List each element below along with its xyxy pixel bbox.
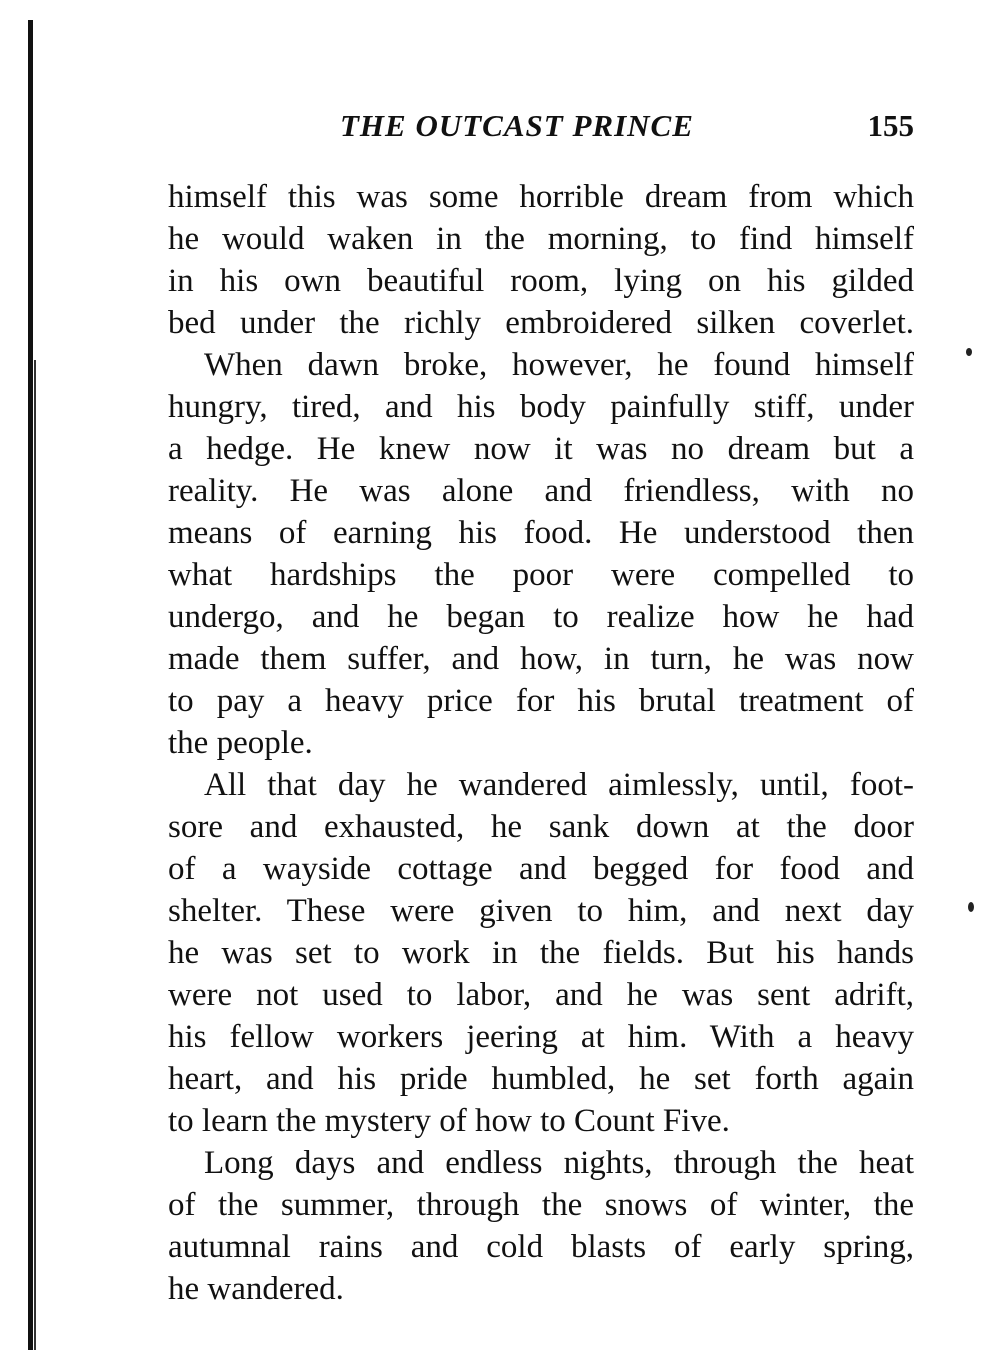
text-line: he was set to work in the fields. But his hands (168, 935, 914, 971)
text-line: autumnal rains and cold blasts of early spring, (168, 1229, 914, 1265)
text-line: to pay a heavy price for his brutal treatment of (168, 683, 914, 719)
ink-speck (966, 348, 972, 356)
paragraph-1 (168, 176, 914, 344)
text-line: to learn the mystery of how to Count Five. (168, 1103, 730, 1139)
text-line: what hardships the poor were compelled to (168, 557, 914, 593)
text-line: the people. (168, 725, 313, 761)
binding-edge (28, 20, 33, 1350)
paragraph-4 (168, 1142, 914, 1310)
text-line: made them suffer, and how, in turn, he was now (168, 641, 914, 677)
text-line: Long days and endless nights, through the heat (204, 1145, 914, 1181)
text-line: shelter. These were given to him, and next day (168, 893, 914, 929)
text-line: a hedge. He knew now it was no dream but a (168, 431, 914, 467)
text-line: of a wayside cottage and begged for food and (168, 851, 914, 887)
text-line: undergo, and he began to realize how he had (168, 599, 914, 635)
text-line: his fellow workers jeering at him. With a heavy (168, 1019, 914, 1055)
text-line: he would waken in the morning, to find himself (168, 221, 914, 257)
text-line: reality. He was alone and friendless, with no (168, 473, 914, 509)
text-line: he wandered. (168, 1271, 344, 1307)
text-line: hungry, tired, and his body painfully stiff, under (168, 389, 914, 425)
text-line: means of earning his food. He understood then (168, 515, 914, 551)
binding-edge-shadow (34, 360, 36, 1350)
text-line: bed under the richly embroidered silken coverlet. (168, 305, 914, 341)
running-head (168, 108, 914, 156)
body-text (168, 176, 914, 1310)
text-line: sore and exhausted, he sank down at the door (168, 809, 914, 845)
text-line: All that day he wandered aimlessly, until, foot- (204, 767, 914, 803)
text-line: of the summer, through the snows of winter, the (168, 1187, 914, 1223)
paragraph-2 (168, 344, 914, 764)
text-line: in his own beautiful room, lying on his gilded (168, 263, 914, 299)
paragraph-3 (168, 764, 914, 1142)
text-line: heart, and his pride humbled, he set forth again (168, 1061, 914, 1097)
text-line: When dawn broke, however, he found himself (204, 347, 914, 383)
text-line: himself this was some horrible dream from which (168, 179, 914, 215)
text-line: were not used to labor, and he was sent adrift, (168, 977, 914, 1013)
ink-speck (968, 902, 974, 912)
page-number: 155 (867, 108, 914, 143)
running-title: THE OUTCAST PRINCE (340, 108, 694, 143)
